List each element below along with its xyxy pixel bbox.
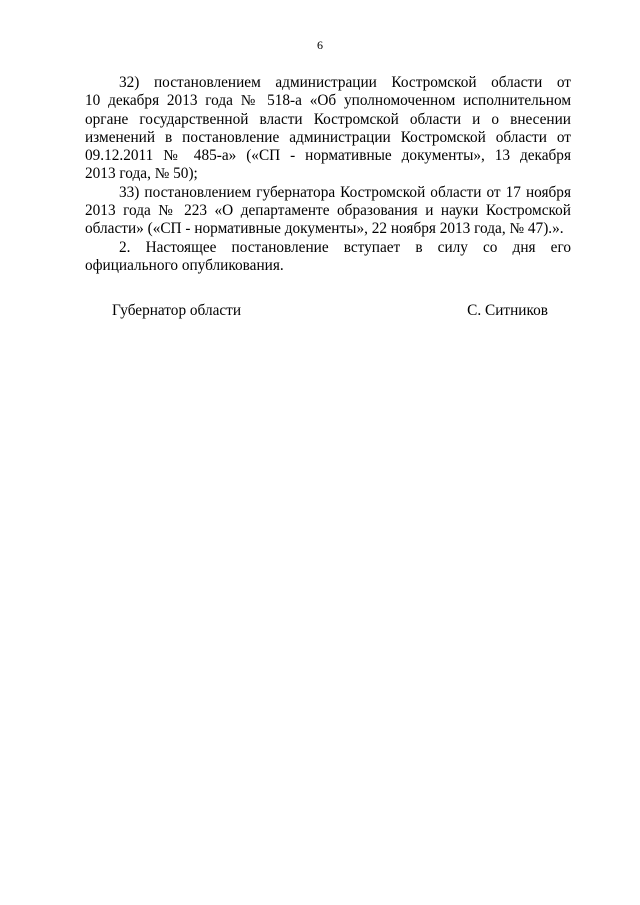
text-line: 2013 года, № 50); — [85, 165, 198, 183]
paragraph-item-32 — [85, 74, 571, 184]
paragraph-item-33 — [85, 184, 571, 239]
text-line: 10 декабря 2013 года № 518-а «Об уполномоченном исполнительном — [85, 92, 571, 110]
text-line: органе государственной власти Костромской области и о внесении — [85, 110, 571, 128]
text-line: области» («СП - нормативные документы», 22 ноября 2013 года, № 47).». — [85, 220, 564, 238]
text-line: изменений в постановление администрации Костромской области от — [85, 128, 571, 146]
signatory-name: С. Ситников — [467, 302, 548, 319]
text-line: 09.12.2011 № 485-а» («СП - нормативные документы», 13 декабря — [85, 147, 571, 165]
signatory-title: Губернатор области — [112, 302, 242, 319]
text-line: официального опубликования. — [85, 256, 284, 274]
page-number: 6 — [317, 38, 323, 52]
text-line: 2013 года № 223 «О департаменте образования и науки Костромской — [85, 202, 571, 220]
paragraph-point-2 — [85, 239, 571, 276]
text-line: 2. Настоящее постановление вступает в силу со дня его — [119, 238, 571, 256]
document-body — [85, 74, 571, 275]
text-line: 33) постановлением губернатора Костромской области от 17 ноября — [119, 183, 571, 201]
text-line: 32) постановлением администрации Костромской области от — [119, 74, 571, 91]
